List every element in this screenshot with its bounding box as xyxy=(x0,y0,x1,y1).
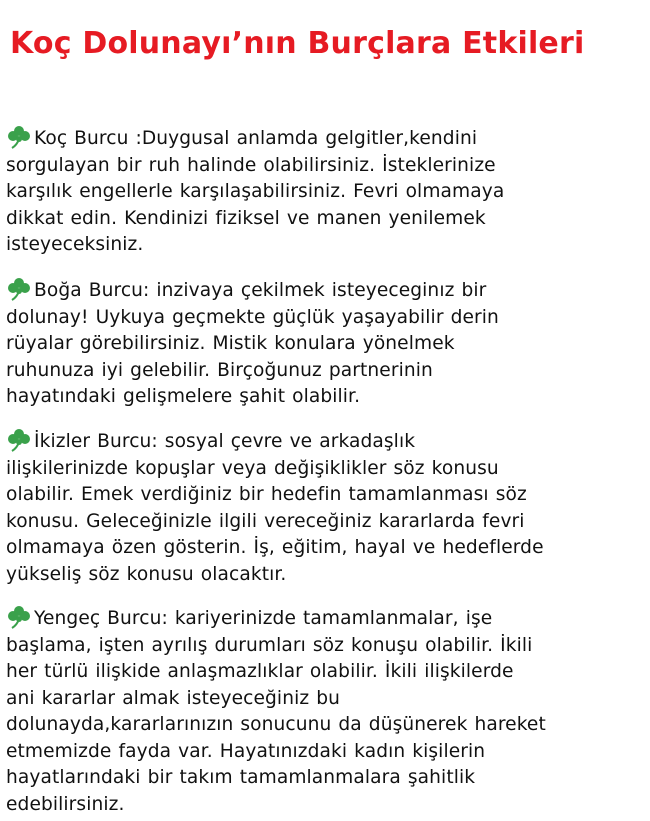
section-line: yükseliş söz konusu olacaktır. xyxy=(6,563,287,585)
section-line: ruhunuza iyi gelebilir. Birçoğunuz partnerinin xyxy=(6,359,433,381)
section-line: dolunayda,kararlarınızın sonucunu da düşünerek hareket xyxy=(6,714,546,735)
section-boga xyxy=(6,277,642,411)
section-text: Yengeç Burcu: kariyerinizde tamamlanmalar, işe xyxy=(34,608,493,629)
section-line: etmemizde fayda var. Hayatınızdaki kadın kişilerin xyxy=(6,740,486,762)
section-line: isteyeceksiniz. xyxy=(6,234,144,255)
section-line: dolunay! Uykuya geçmekte güçlük yaşayabilir derin xyxy=(6,306,499,328)
section-line: olmamaya özen gösterin. İş, eğitim, hayal ve hedeflerde xyxy=(6,537,544,558)
section-line: ilişkilerinizde kopuşlar veya değişiklikler söz konusu xyxy=(6,457,499,479)
section-koc xyxy=(6,125,642,259)
shamrock-icon xyxy=(6,428,32,452)
section-line: dikkat edin. Kendinizi fiziksel ve manen yenilemek xyxy=(6,207,486,229)
section-text: Boğa Burcu: inzivaya çekilmek isteyeceginız bir xyxy=(34,280,487,301)
section-line: konusu. Geleceğinizle ilgili vereceğiniz kararlarda fevri xyxy=(6,510,525,532)
section-line xyxy=(6,125,642,153)
section-line: edebilirsiniz. xyxy=(6,793,125,815)
section-text: İkizler Burcu: sosyal çevre ve arkadaşlık xyxy=(34,431,416,452)
section-line: karşılık engellerle karşılaşabilirsiniz. Fevri olmamaya xyxy=(6,181,505,202)
section-line: sorgulayan bir ruh halinde olabilirsiniz. İsteklerinize xyxy=(6,154,496,176)
section-line: olabilir. Emek verdiğiniz bir hedefin tamamlanması söz xyxy=(6,484,527,505)
section-line xyxy=(6,277,642,305)
section-line: hayatındaki gelişmelere şahit olabilir. xyxy=(6,386,361,407)
shamrock-icon xyxy=(6,277,32,301)
section-line: rüyalar görebilirsiniz. Mistik konulara yönelmek xyxy=(6,333,455,354)
section-line: başlama, işten ayrılış durumları söz konuşu olabilir. İkili xyxy=(6,634,533,656)
section-line xyxy=(6,605,642,633)
section-line xyxy=(6,428,642,456)
section-line: ani kararlar almak isteyeceğiniz bu xyxy=(6,687,340,709)
section-ikizler xyxy=(6,428,642,588)
section-line: hayatlarındaki bir takım tamamlanmalara şahitlik xyxy=(6,767,476,788)
section-text: Koç Burcu :Duygusal anlamda gelgitler,kendini xyxy=(34,128,478,149)
shamrock-icon xyxy=(6,125,32,149)
shamrock-icon xyxy=(6,605,32,629)
page-title: Koç Dolunayı’nın Burçlara Etkileri xyxy=(10,26,585,61)
section-yengec xyxy=(6,605,642,818)
section-line: her türlü ilişkide anlaşmazlıklar olabilir. İkili ilişkilerde xyxy=(6,661,514,682)
